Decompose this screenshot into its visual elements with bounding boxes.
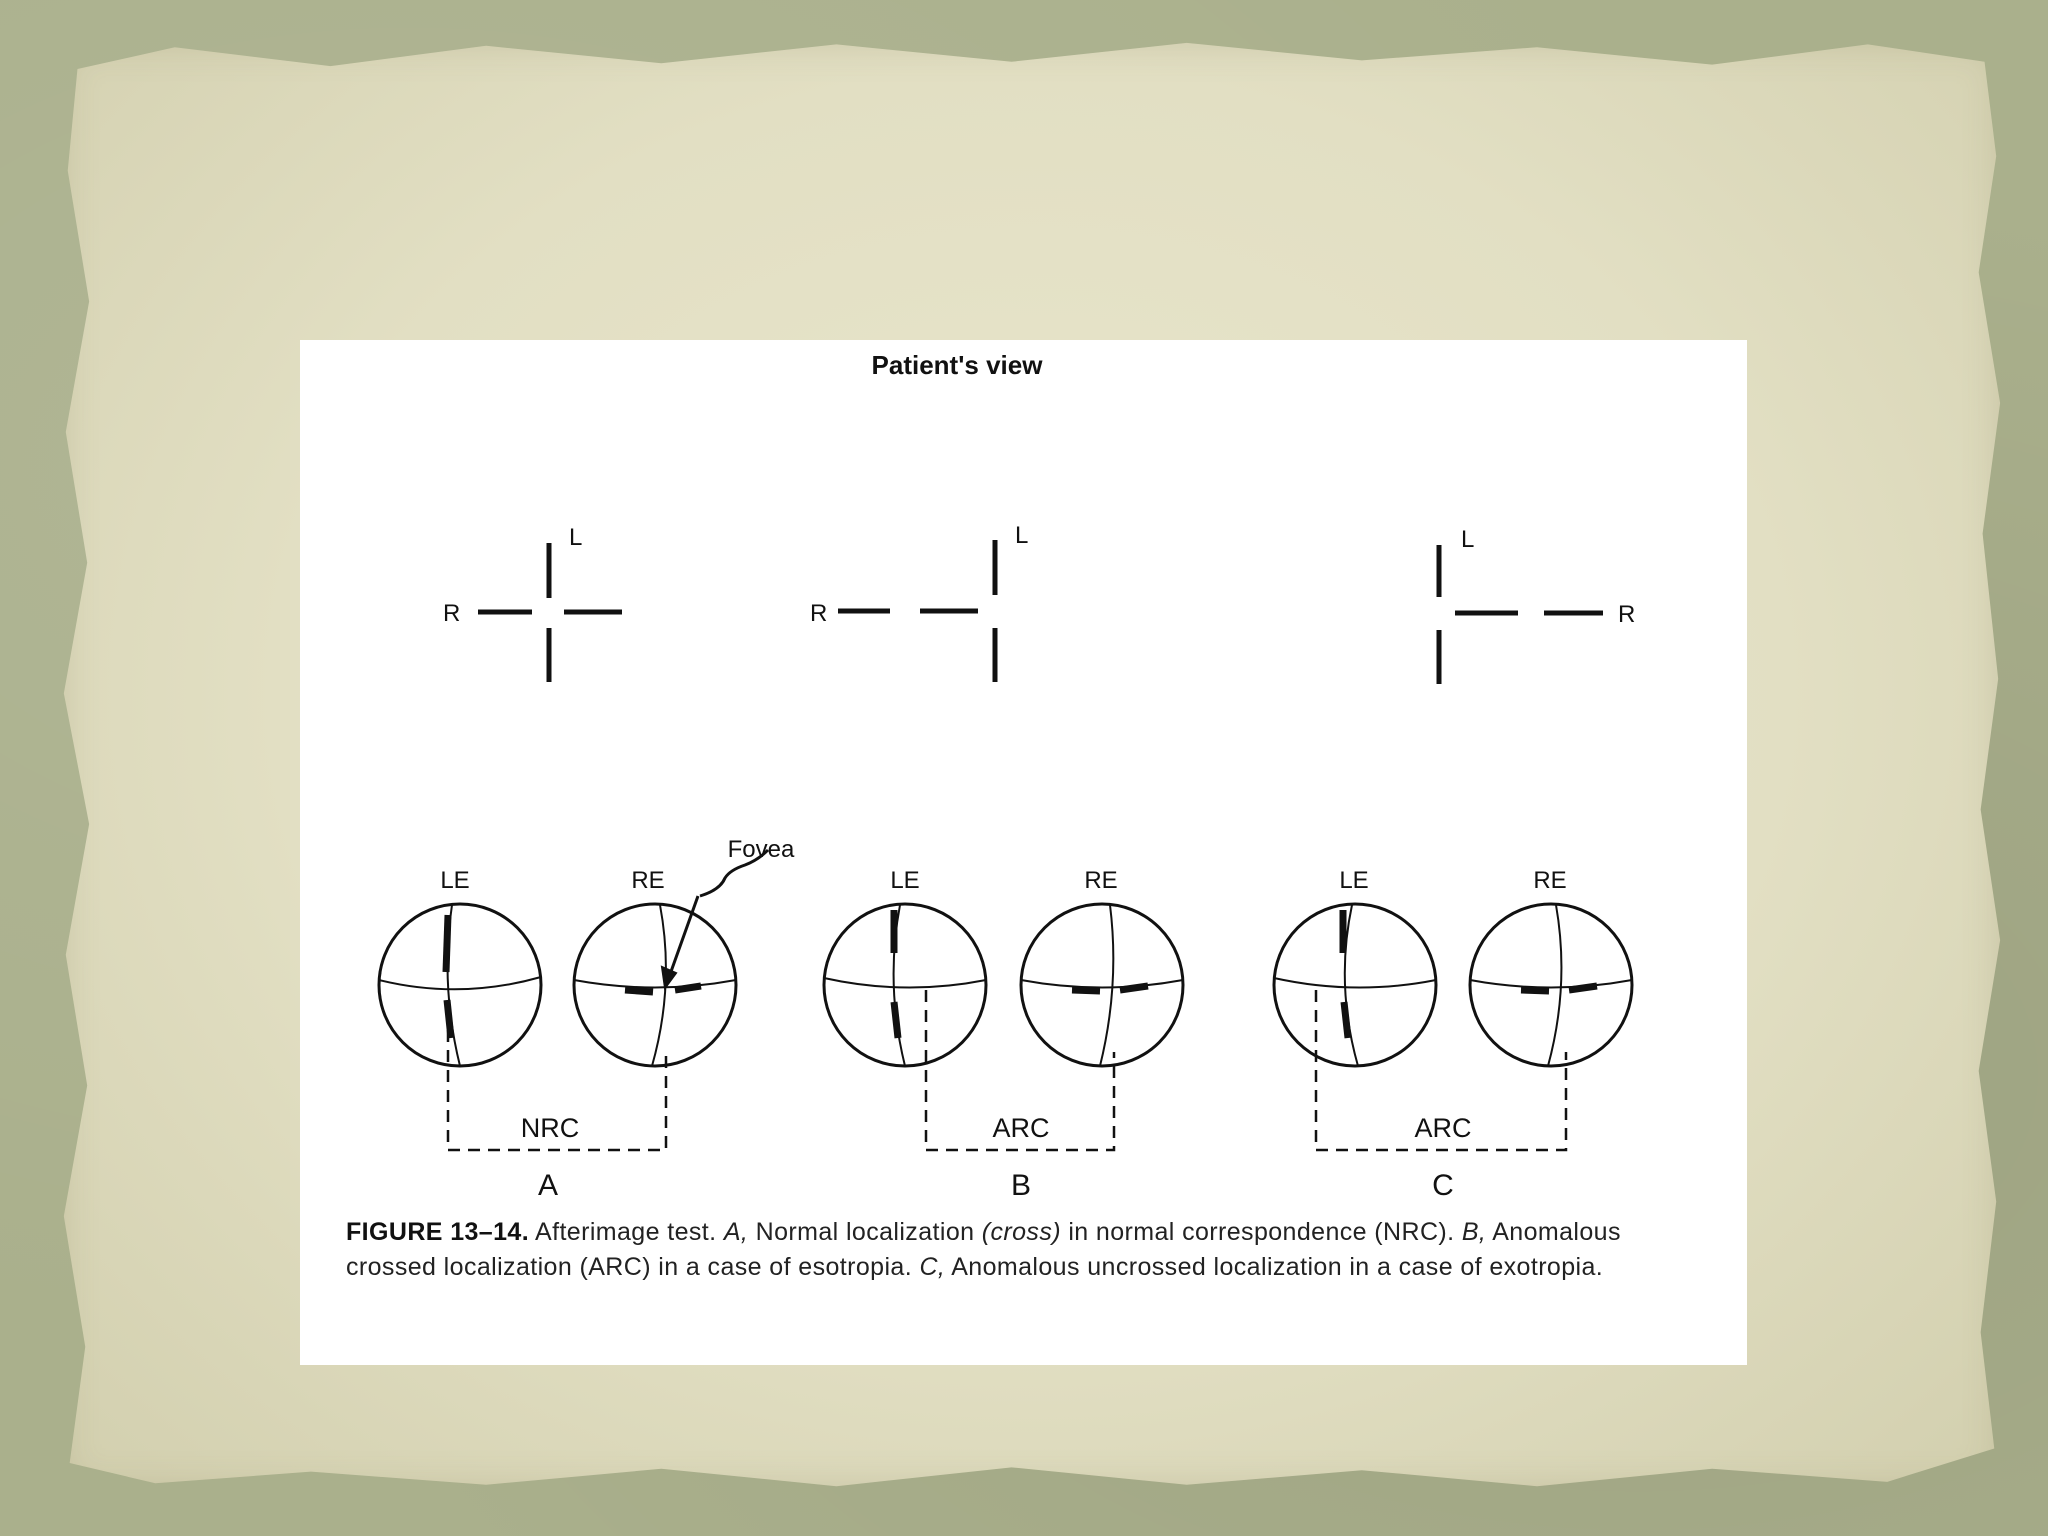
- cross-c-r-label: R: [1618, 601, 1636, 628]
- panel-b-le-horizon: [824, 978, 986, 988]
- figure-caption: [346, 1215, 1686, 1285]
- panel-c-right-eye: [1470, 904, 1632, 1066]
- panel-b-re-afterimage-left: [1072, 990, 1100, 991]
- panel-a-le-afterimage-top: [446, 915, 448, 972]
- panel-b-re-horizon: [1021, 980, 1183, 988]
- panel-a-re-afterimage-right: [675, 986, 701, 990]
- panel-a-le-label: LE: [440, 867, 470, 894]
- panel-c-le-label: LE: [1339, 867, 1369, 894]
- caption-c-label: C,: [919, 1253, 946, 1281]
- panel-a-re-label: RE: [631, 867, 665, 894]
- panel-c-re-label: RE: [1533, 867, 1567, 894]
- caption-a-label: A,: [723, 1218, 749, 1246]
- panel-b-le-label: LE: [890, 867, 920, 894]
- panel-a-re-horizon: [574, 980, 736, 988]
- cross-c: [1439, 545, 1603, 684]
- caption-text-5: Anomalous uncrossed localization in a case of exotropia.: [945, 1253, 1604, 1281]
- panel-a-right-eye: [574, 904, 736, 1066]
- panel-c-le-meridian: [1345, 905, 1358, 1066]
- cross-c-l-label: L: [1461, 526, 1475, 553]
- patients-view-title: Patient's view: [871, 350, 1043, 380]
- caption-text-2: Normal localization: [748, 1218, 982, 1246]
- caption-text-1: Afterimage test.: [529, 1218, 724, 1246]
- panel-c-re-afterimage-left: [1521, 990, 1549, 991]
- panel-c-re-meridian: [1548, 905, 1561, 1066]
- fovea-label: Fovea: [727, 836, 795, 863]
- afterimage-diagram: [300, 340, 1747, 1365]
- panel-b-le-afterimage-bottom: [894, 1002, 898, 1038]
- caption-b-label: B,: [1461, 1218, 1487, 1246]
- panel-a-le-horizon: [379, 977, 541, 989]
- cross-a-r-label: R: [443, 600, 461, 627]
- panel-b-correspondence: ARC: [992, 1113, 1050, 1143]
- panel-b-right-eye: [1021, 904, 1183, 1066]
- fovea-arrowhead: [662, 967, 676, 988]
- cross-a-l-label: L: [569, 524, 583, 551]
- panel-a-re-afterimage-left: [625, 990, 653, 992]
- panel-a: [379, 850, 768, 1150]
- panel-b-letter: B: [1010, 1169, 1032, 1202]
- figure-panel: [300, 340, 1747, 1365]
- panel-a-letter: A: [537, 1169, 559, 1202]
- caption-text-4: Anomalous crossed localization (ARC) in a case of esotropia.: [346, 1218, 1621, 1281]
- panel-c-correspondence: ARC: [1414, 1113, 1472, 1143]
- figure-number: FIGURE 13–14.: [346, 1218, 530, 1246]
- cross-a: [478, 543, 622, 682]
- panel-b-re-label: RE: [1084, 867, 1118, 894]
- panel-b-re-meridian: [1100, 905, 1113, 1066]
- panel-a-correspondence: NRC: [520, 1113, 580, 1143]
- panel-c-le-afterimage-bottom: [1344, 1002, 1348, 1038]
- cross-b-r-label: R: [810, 600, 828, 627]
- panel-c-le-horizon: [1274, 978, 1436, 988]
- cross-b: [838, 540, 995, 682]
- cross-b-l-label: L: [1015, 522, 1029, 549]
- panel-c-re-afterimage-right: [1569, 986, 1597, 990]
- caption-cross-word: (cross): [981, 1218, 1061, 1246]
- panel-c-re-horizon: [1470, 980, 1632, 988]
- panel-b-re-afterimage-right: [1120, 986, 1148, 990]
- caption-text-3: in normal correspondence (NRC).: [1060, 1218, 1462, 1246]
- panel-c-letter: C: [1432, 1169, 1454, 1202]
